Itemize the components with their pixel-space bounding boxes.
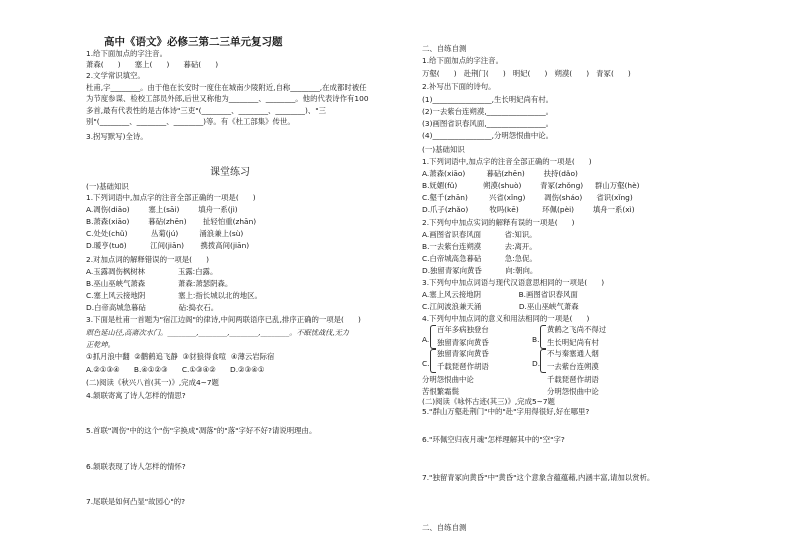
left-line-21: 3.下面是杜甫一首题为"宿江边阁"的律诗,中间两联语序已乱,排序正确的一项是( ) xyxy=(86,315,361,324)
left-line-6: 多首,最有代表性的是古体诗"三吏"(________、________、________)、"三 xyxy=(86,106,327,115)
option-a-brace xyxy=(430,325,436,349)
left-line-4: 杜甫,字________。由于他在长安时一度住在城南少陵附近,自称________,在成都时被任 xyxy=(86,83,367,92)
option-c-brace xyxy=(430,349,436,373)
left-line-25: A.②①③④ B.④①②③ C.①③④② D.②③④① xyxy=(86,365,265,374)
right-line-21: A.塞上风云接地阴 B.画图省识春风面 xyxy=(422,290,578,299)
left-line-20: D.白帝高城急暮砧 砧:捣衣石。 xyxy=(86,303,219,312)
left-line-13: B.萧森(xiāo) 暮砧(zhēn) 扯轻怕重(zhān) xyxy=(86,217,257,226)
option-b-label: B. xyxy=(532,335,540,344)
left-line-8: 3.拐写默写)全诗。 xyxy=(86,132,148,141)
right-column xyxy=(397,0,794,560)
left-line-1: 1.给下面加点的字注音。 xyxy=(86,49,167,58)
right-line-10: 1.下列词语中,加点字的注音全部正确的一项是( ) xyxy=(422,157,592,166)
left-line-30: 7.尾联是如何凸显"故园心"的? xyxy=(86,497,186,506)
right-line-33: 苦恨繁霜鬓 xyxy=(422,387,459,396)
right-line-20: 3.下列句中加点词语与现代汉语意思相同的一项是( ) xyxy=(422,278,605,287)
right-line-11: A.萧森(xiāo) 暮砧(zhēn) 扶持(dǎo) xyxy=(422,169,578,178)
right-line-15: 2.下列句中加点实词的解释有误的一项是( ) xyxy=(422,218,575,227)
right-line-23: 4.下列句中加点词的意义和用法相同的一项是( ) xyxy=(422,314,590,323)
left-line-5: 为节度参谋、检校工部员外郎,后世又称他为________、________。他的代表诗作有100 xyxy=(86,94,369,103)
option-d-line-2: 一去紫台连朔漠 xyxy=(547,362,599,371)
right-line-2: 1.给下面加点的字注音。 xyxy=(422,56,503,65)
left-line-2: 萧森( ) 塞上( ) 暮砧( ) xyxy=(86,60,219,69)
option-b-line-2: 生长明妃尚有村 xyxy=(547,338,599,347)
right-line-19: D.独留青冢向黄昏 向:朝向。 xyxy=(422,266,538,275)
option-d-brace xyxy=(540,349,546,373)
right-line-13: C.壑千(zhān) 兴省(xǐng) 凋伤(sháo) 省识(xǐng) xyxy=(422,193,633,202)
left-line-14: C.处处(chǔ) 丛菊(jú) 涌浪兼上(sù) xyxy=(86,229,244,238)
right-line-8: (4)________________,分明怨恨曲中论。 xyxy=(422,131,554,140)
option-a-line-2: 独留青冢向黄昏 xyxy=(437,338,489,347)
page-title: 高中《语文》必修三第二三单元复习题 xyxy=(104,36,283,48)
section-heading-practice: 课堂练习 xyxy=(210,167,250,178)
right-line-5: (1)________________,生长明妃尚有村。 xyxy=(422,95,554,104)
right-line-14: D.爪子(zhǎo) 牧吗(kē) 环佩(pèi) 填舟一系(xì) xyxy=(422,205,635,214)
left-line-17: A.玉露凋伤枫树林 玉露:白露。 xyxy=(86,267,218,276)
right-line-4: 2.补写出下面的诗句。 xyxy=(422,82,496,91)
left-line-19: C.塞上风云接地阴 塞上:指长城以北的地区。 xyxy=(86,291,262,300)
right-line-18: C.白帝城高急暮砧 急:急促。 xyxy=(422,254,537,263)
left-line-23: 正乾坤。 xyxy=(86,340,115,349)
right-line-39: 7."独留青冢向黄昏"中"黄昏"这个意象含蕴蕴藉,内涵丰富,请加以赏析。 xyxy=(422,473,655,482)
right-line-37: 5."群山万壑赴荆门"中的"赴"字用得很好,好在哪里? xyxy=(422,407,590,416)
left-line-15: D.暖亨(tuō) 江间(jiān) 携拨高间(jiān) xyxy=(86,241,250,250)
left-line-29: 6.颔联表现了诗人怎样的情怀? xyxy=(86,462,186,471)
left-line-7: 别"(________、________、________)等。有《杜工部集》传世。 xyxy=(86,117,295,126)
left-line-16: 2.对加点词的解释错误的一项是( ) xyxy=(86,255,209,264)
option-c-line-2: 千载琵琶作胡语 xyxy=(437,362,489,371)
right-line-16: A.画图省识春风面 省:知识。 xyxy=(422,230,537,239)
left-line-27: 4.颔联寄寓了诗人怎样的情思? xyxy=(86,391,186,400)
right-line-38: 6."环佩空归夜月魂"怎样理解其中的"空"字? xyxy=(422,435,565,444)
option-b-line-1: 黄鹤之飞尚不得过 xyxy=(547,325,607,334)
option-d-label: D. xyxy=(532,359,541,368)
option-a-line-1: 百年多病独登台 xyxy=(437,325,489,334)
right-line-34: 千载琵琶作胡语 xyxy=(547,375,599,384)
option-c-label: C. xyxy=(422,359,430,368)
left-line-26: (二)阅读《秋兴八首(其一)》,完成4~7题 xyxy=(86,378,219,387)
option-b-brace xyxy=(540,325,546,349)
left-line-11: 1.下列词语中,加点字的注音全部正确的一项是( ) xyxy=(86,193,256,202)
left-line-18: B.巫山巫峡气萧森 萧森:萧瑟阴森。 xyxy=(86,279,233,288)
left-line-10: (一)基础知识 xyxy=(86,182,129,191)
right-line-32: 分明怨恨曲中论 xyxy=(422,375,474,384)
right-line-7: (3)画图省识春风面,________________。 xyxy=(422,119,554,128)
right-line-40: 二、自练自测 xyxy=(422,523,467,532)
option-c-line-1: 独留青冢向黄昏 xyxy=(437,349,489,358)
left-line-28: 5.首联"凋伤"中的这个"伤"字换成"凋落"的"落"字好不好?请说明理由。 xyxy=(86,426,317,435)
right-line-35: 分明怨恨曲中论 xyxy=(547,387,599,396)
option-d-line-1: 不与秦塞通人烟 xyxy=(547,349,599,358)
left-line-3: 2.文学常识填空。 xyxy=(86,71,145,80)
right-line-9: (一)基础知识 xyxy=(422,145,465,154)
right-line-36: (二)阅读《咏怀古迹(其三)》,完成5~7题 xyxy=(422,397,555,406)
left-line-24: ①抓月浪中翻 ②鹳鹤追飞静 ③豺狼得食喧 ④薄云岩际宿 xyxy=(86,352,275,361)
right-line-22: C.江间波浪兼天涌 D.巫山巫峡气萧森 xyxy=(422,302,579,311)
right-line-3: 万壑( ) 赴荆门( ) 明妃( ) 朔漠( ) 青冢( ) xyxy=(422,69,631,78)
left-line-12: A.凋伤(diāo) 塞上(sāi) 填舟一系(jì) xyxy=(86,205,238,214)
right-line-12: B.妩媚(fǔ) 朔漠(shuò) 青冢(zhǒng) 群山万壑(hè) xyxy=(422,181,640,190)
right-line-6: (2)一去紫台连朔漠,________________。 xyxy=(422,107,554,116)
right-line-17: B.一去紫台连朔漠 去:离开。 xyxy=(422,242,537,251)
option-a-label: A. xyxy=(422,335,430,344)
right-line-1: 二、自练自测 xyxy=(422,44,467,53)
left-line-22: 暝色延山径,高斋次水门。________,________,________,________。不眠忧战伐,无力 xyxy=(86,328,349,337)
